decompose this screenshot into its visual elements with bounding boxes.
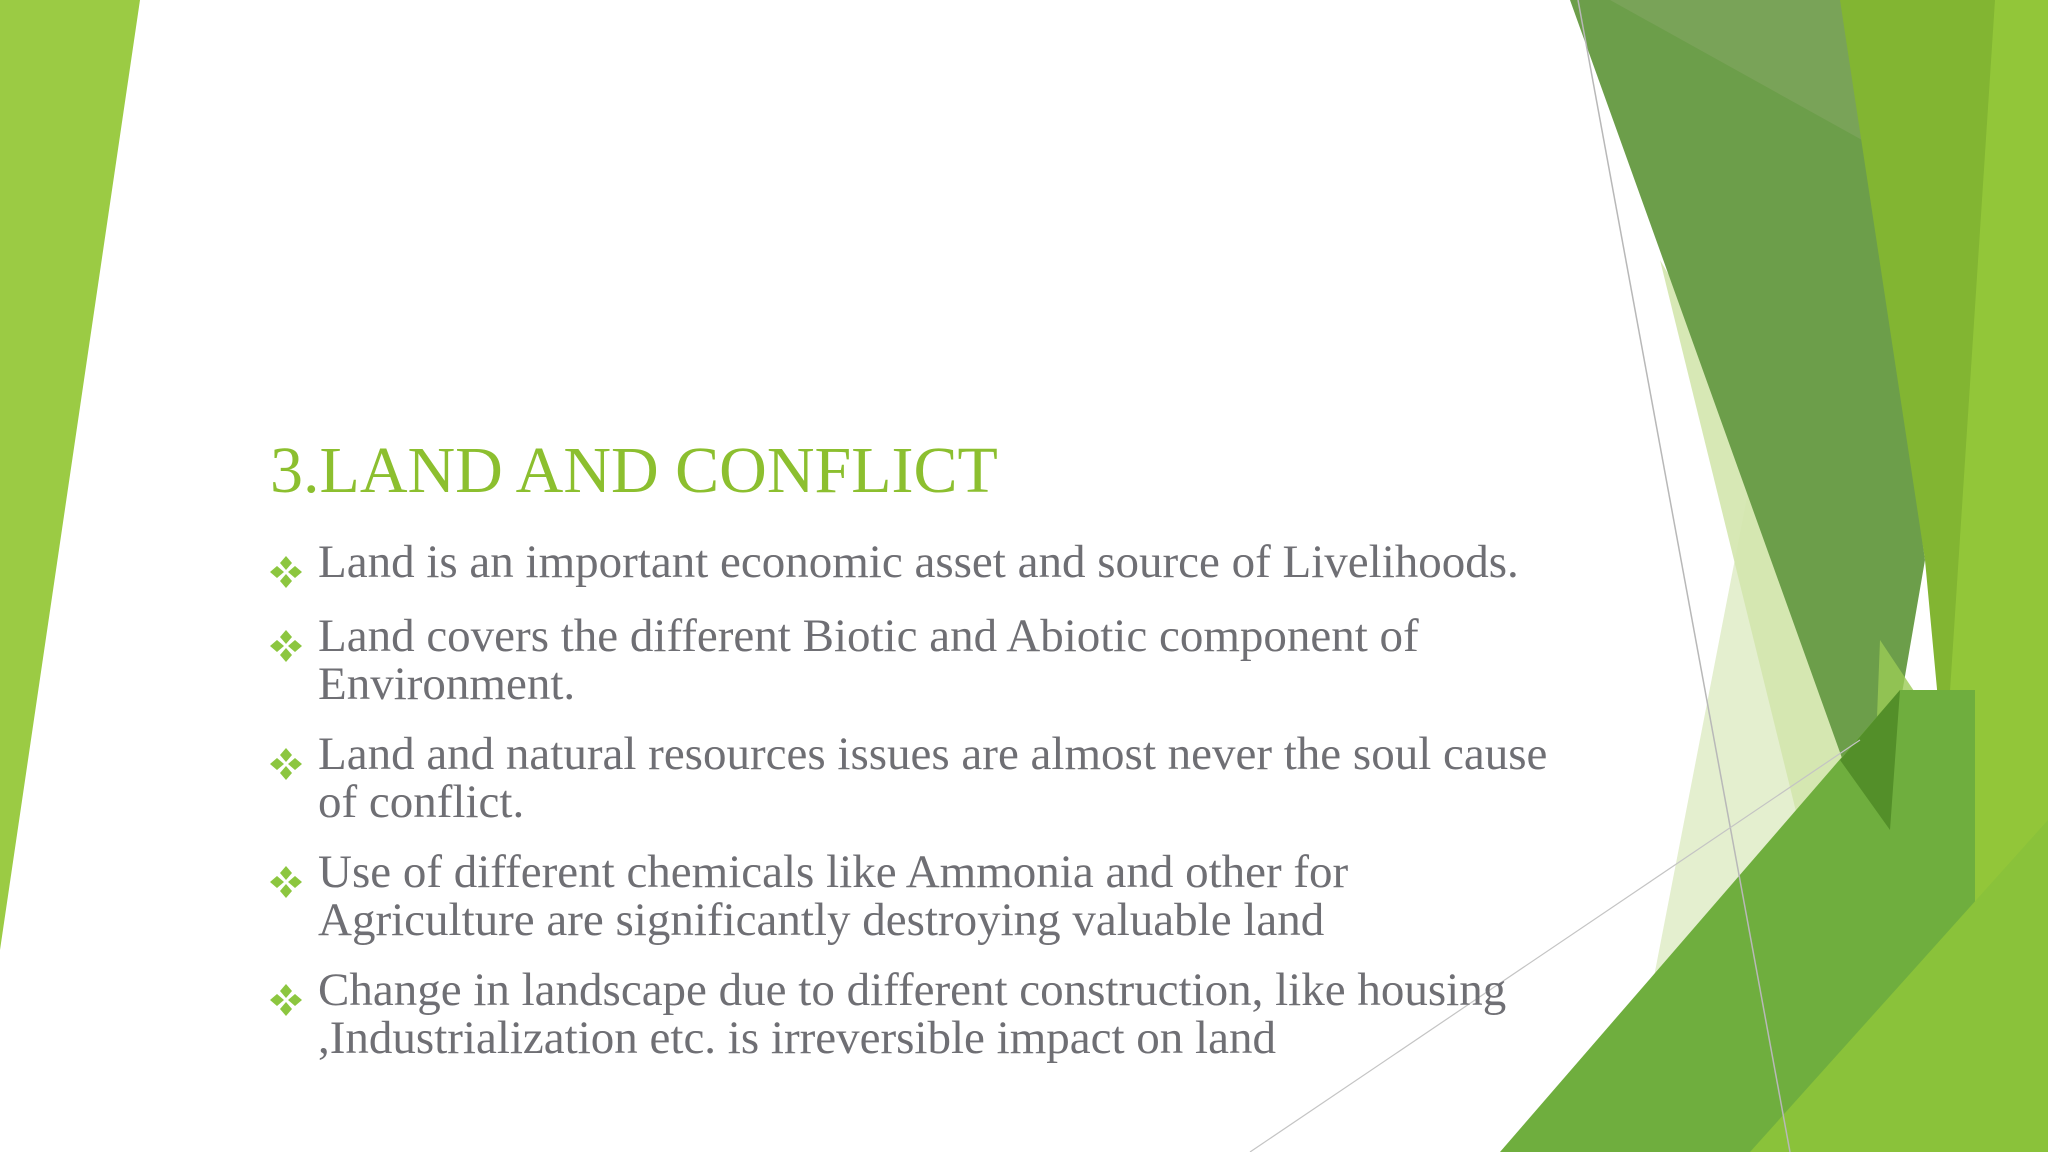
slide-title: 3.LAND AND CONFLICT — [270, 434, 998, 507]
list-item — [268, 848, 1548, 944]
left-accent-shape — [0, 0, 140, 950]
four-diamond-bullet-icon — [268, 746, 304, 782]
bullet-text: Land covers the different Biotic and Abiotic component of Environment. — [318, 610, 1419, 710]
list-item — [268, 612, 1548, 708]
bullet-text: Land and natural resources issues are almost never the soul cause of conflict. — [318, 728, 1548, 828]
four-diamond-bullet-icon — [268, 864, 304, 900]
bullet-text: Change in landscape due to different construction, like housing ,Industrialization etc. is irreversible impact on land — [318, 964, 1507, 1064]
list-item — [268, 538, 1548, 590]
four-diamond-bullet-icon — [268, 628, 304, 664]
list-item — [268, 966, 1548, 1062]
four-diamond-bullet-icon — [268, 554, 304, 590]
bullet-text: Land is an important economic asset and source of Livelihoods. — [318, 536, 1519, 588]
bullet-text: Use of different chemicals like Ammonia and other for Agriculture are significantly destroying valuable land — [318, 846, 1349, 946]
list-item — [268, 730, 1548, 826]
bullet-list — [268, 538, 1548, 1084]
four-diamond-bullet-icon — [268, 982, 304, 1018]
